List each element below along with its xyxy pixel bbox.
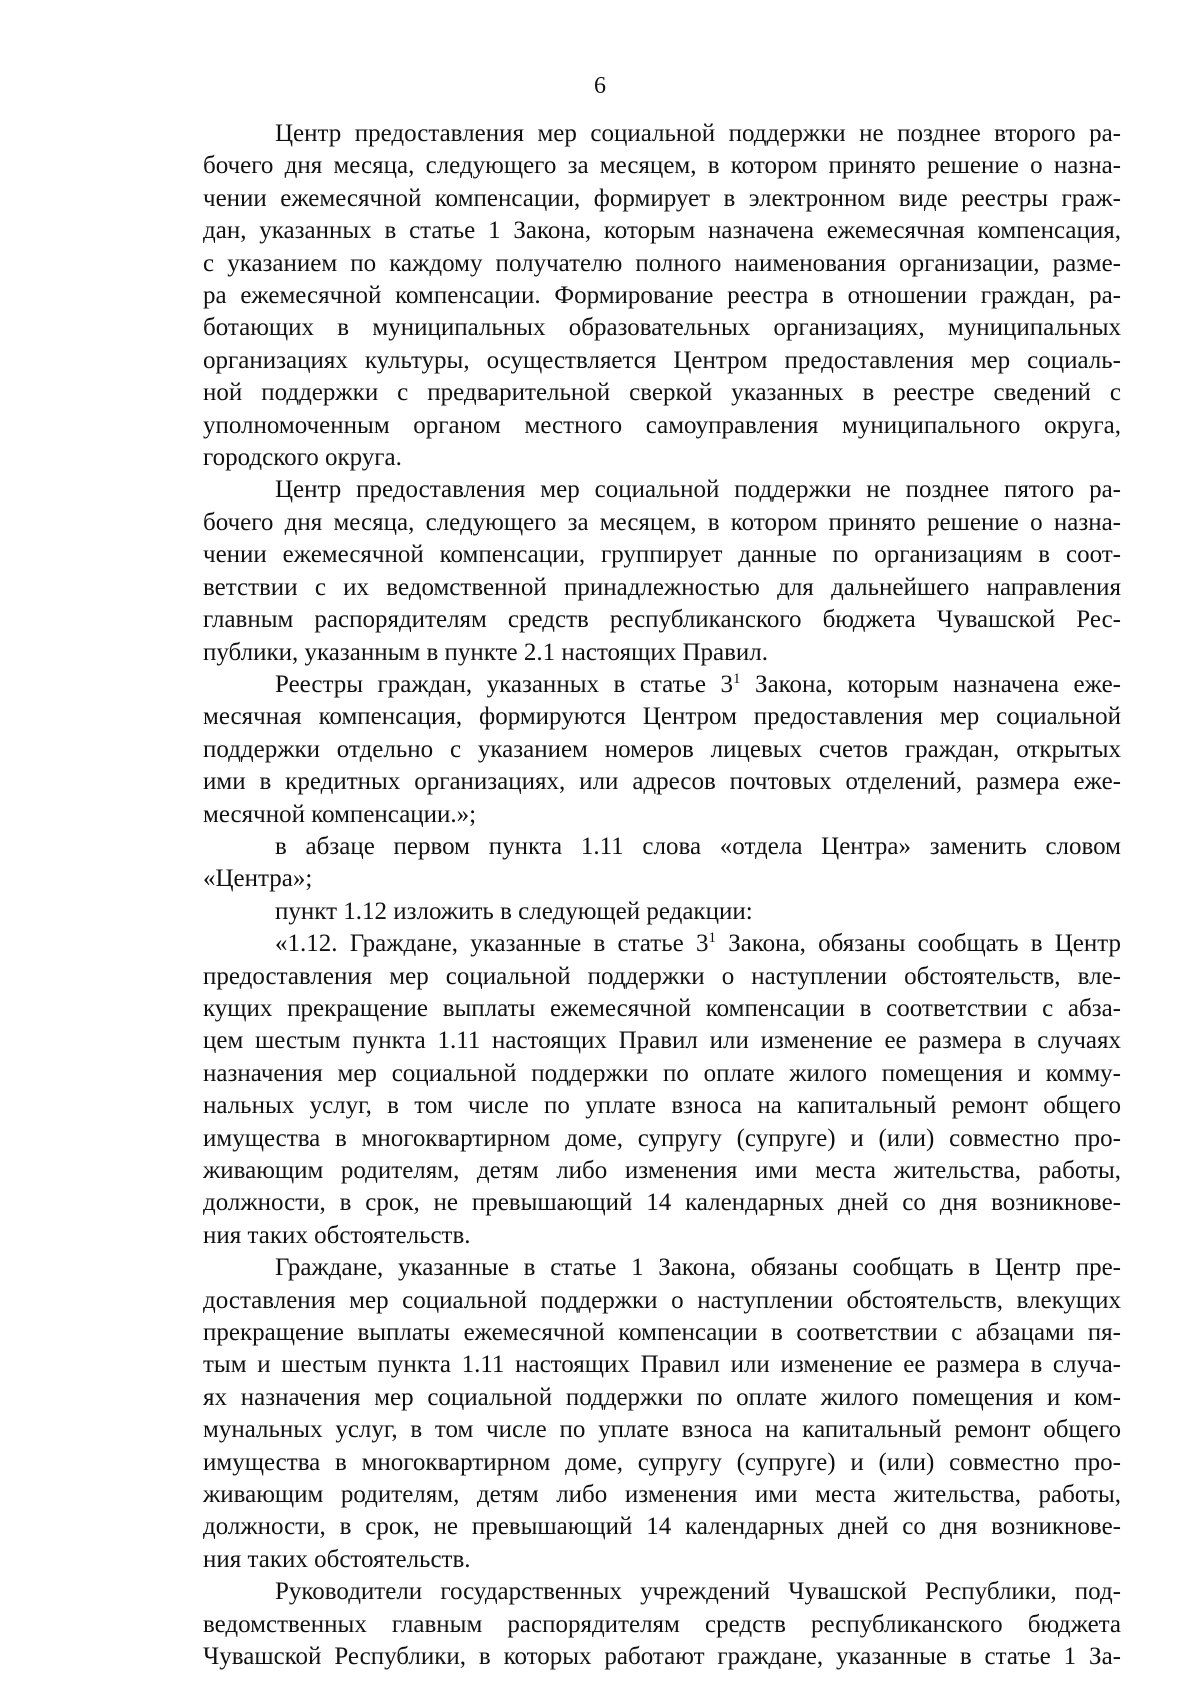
text-line: имущества в многоквартирном доме, супругу (супруге) и (или) совместно про- [203, 1448, 1121, 1476]
text-line: Руководители государственных учреждений Чувашской Республики, под- [275, 1578, 1121, 1606]
paragraph [203, 1576, 1121, 1673]
text-line: чении ежемесячной компенсации, формирует в электронном виде реестры граж- [203, 184, 1121, 212]
text-line: уполномоченным органом местного самоуправления муниципального округа, [203, 411, 1121, 439]
text-line: мунальных услуг, в том числе по уплате взноса на капитальный ремонт общего [203, 1416, 1121, 1444]
text-line: ной поддержки с предварительной сверкой указанных в реестре сведений с [203, 379, 1121, 407]
text-line: кущих прекращение выплаты ежемесячной компенсации в соответствии с абза- [203, 994, 1121, 1022]
text-line: поддержки отдельно с указанием номеров лицевых счетов граждан, открытых [203, 735, 1121, 763]
document-body [203, 118, 1121, 1674]
text-line: нальных услуг, в том числе по уплате взноса на капитальный ремонт общего [203, 1092, 1121, 1120]
text-line: Реестры граждан, указанных в статье $3^1$ Закона, которым назначена еже- [275, 670, 1121, 698]
text-line: Граждане, указанные в статье 1 Закона, обязаны сообщать в Центр пре- [275, 1254, 1121, 1282]
text-line: Чувашской Республики, в которых работают граждане, указанные в статье 1 За- [203, 1643, 1121, 1671]
text-line: ях назначения мер социальной поддержки по оплате жилого помещения и ком- [203, 1383, 1121, 1411]
text-line: публики, указанным в пункте 2.1 настоящих Правил. [203, 638, 769, 666]
text-line: должности, в срок, не превышающий 14 календарных дней со дня возникнове- [203, 1513, 1121, 1541]
text-line: главным распорядителям средств республиканского бюджета Чувашской Рес- [203, 606, 1121, 634]
paragraph [203, 1252, 1121, 1576]
text-line: тым и шестым пункта 1.11 настоящих Правил или изменение ее размера в случа- [203, 1351, 1121, 1379]
text-line: месячная компенсация, формируются Центром предоставления мер социальной [203, 703, 1121, 731]
text-line: бочего дня месяца, следующего за месяцем, в котором принято решение о назна- [203, 508, 1121, 536]
paragraph [203, 831, 1121, 896]
text-line: предоставления мер социальной поддержки о наступлении обстоятельств, вле- [203, 962, 1121, 990]
paragraph [203, 669, 1121, 831]
text-line: дан, указанных в статье 1 Закона, которым назначена ежемесячная компенсация, [203, 217, 1121, 245]
text-line: пункт 1.12 изложить в следующей редакции: [275, 897, 753, 925]
text-line: месячной компенсации.»; [203, 800, 477, 828]
text-line: живающим родителям, детям либо изменения ими места жительства, работы, [203, 1157, 1121, 1184]
text-line: в абзаце первом пункта 1.11 слова «отдела Центра» заменить словом [275, 832, 1121, 860]
paragraph [203, 118, 1121, 474]
text-line: цем шестым пункта 1.11 настоящих Правил или изменение ее размера в случаях [203, 1027, 1121, 1055]
text-line: ния таких обстоятельств. [203, 1221, 471, 1249]
text-line: Центр предоставления мер социальной поддержки не позднее второго ра- [275, 120, 1121, 147]
text-line: ра ежемесячной компенсации. Формирование реестра в отношении граждан, ра- [203, 282, 1121, 310]
text-line: доставления мер социальной поддержки о наступлении обстоятельств, влекущих [203, 1286, 1121, 1314]
text-line: имущества в многоквартирном доме, супругу (супруге) и (или) совместно про- [203, 1124, 1121, 1152]
text-line: ботающих в муниципальных образовательных организациях, муниципальных [203, 314, 1121, 342]
paragraph [203, 928, 1121, 1252]
text-line: должности, в срок, не превышающий 14 календарных дней со дня возникнове- [203, 1189, 1121, 1217]
text-line: Центр предоставления мер социальной поддержки не позднее пятого ра- [275, 476, 1121, 504]
text-line: ведомственных главным распорядителям средств республиканского бюджета [203, 1610, 1121, 1638]
text-line: с указанием по каждому получателю полного наименования организации, разме- [203, 249, 1121, 277]
text-line: чении ежемесячной компенсации, группирует данные по организациям в соот- [203, 541, 1121, 569]
text-line: прекращение выплаты ежемесячной компенсации в соответствии с абзацами пя- [203, 1319, 1121, 1347]
text-line: ими в кредитных организациях, или адресов почтовых отделений, размера еже- [203, 768, 1121, 796]
text-line: организациях культуры, осуществляется Центром предоставления мер социаль- [203, 346, 1121, 374]
page-number: 6 [594, 73, 606, 99]
text-line: «1.12. Граждане, указанные в статье $3^1$ Закона, обязаны сообщать в Центр [275, 930, 1121, 958]
text-line: живающим родителям, детям либо изменения ими места жительства, работы, [203, 1481, 1121, 1509]
text-line: бочего дня месяца, следующего за месяцем, в котором принято решение о назна- [203, 152, 1121, 180]
text-line: назначения мер социальной поддержки по оплате жилого помещения и комму- [203, 1059, 1121, 1087]
paragraph [203, 896, 1121, 928]
text-line: «Центра»; [203, 865, 313, 893]
text-line: городского округа. [203, 444, 402, 472]
text-line: ния таких обстоятельств. [203, 1545, 471, 1573]
text-line: ветствии с их ведомственной принадлежностью для дальнейшего направления [203, 573, 1121, 601]
paragraph [203, 474, 1121, 668]
